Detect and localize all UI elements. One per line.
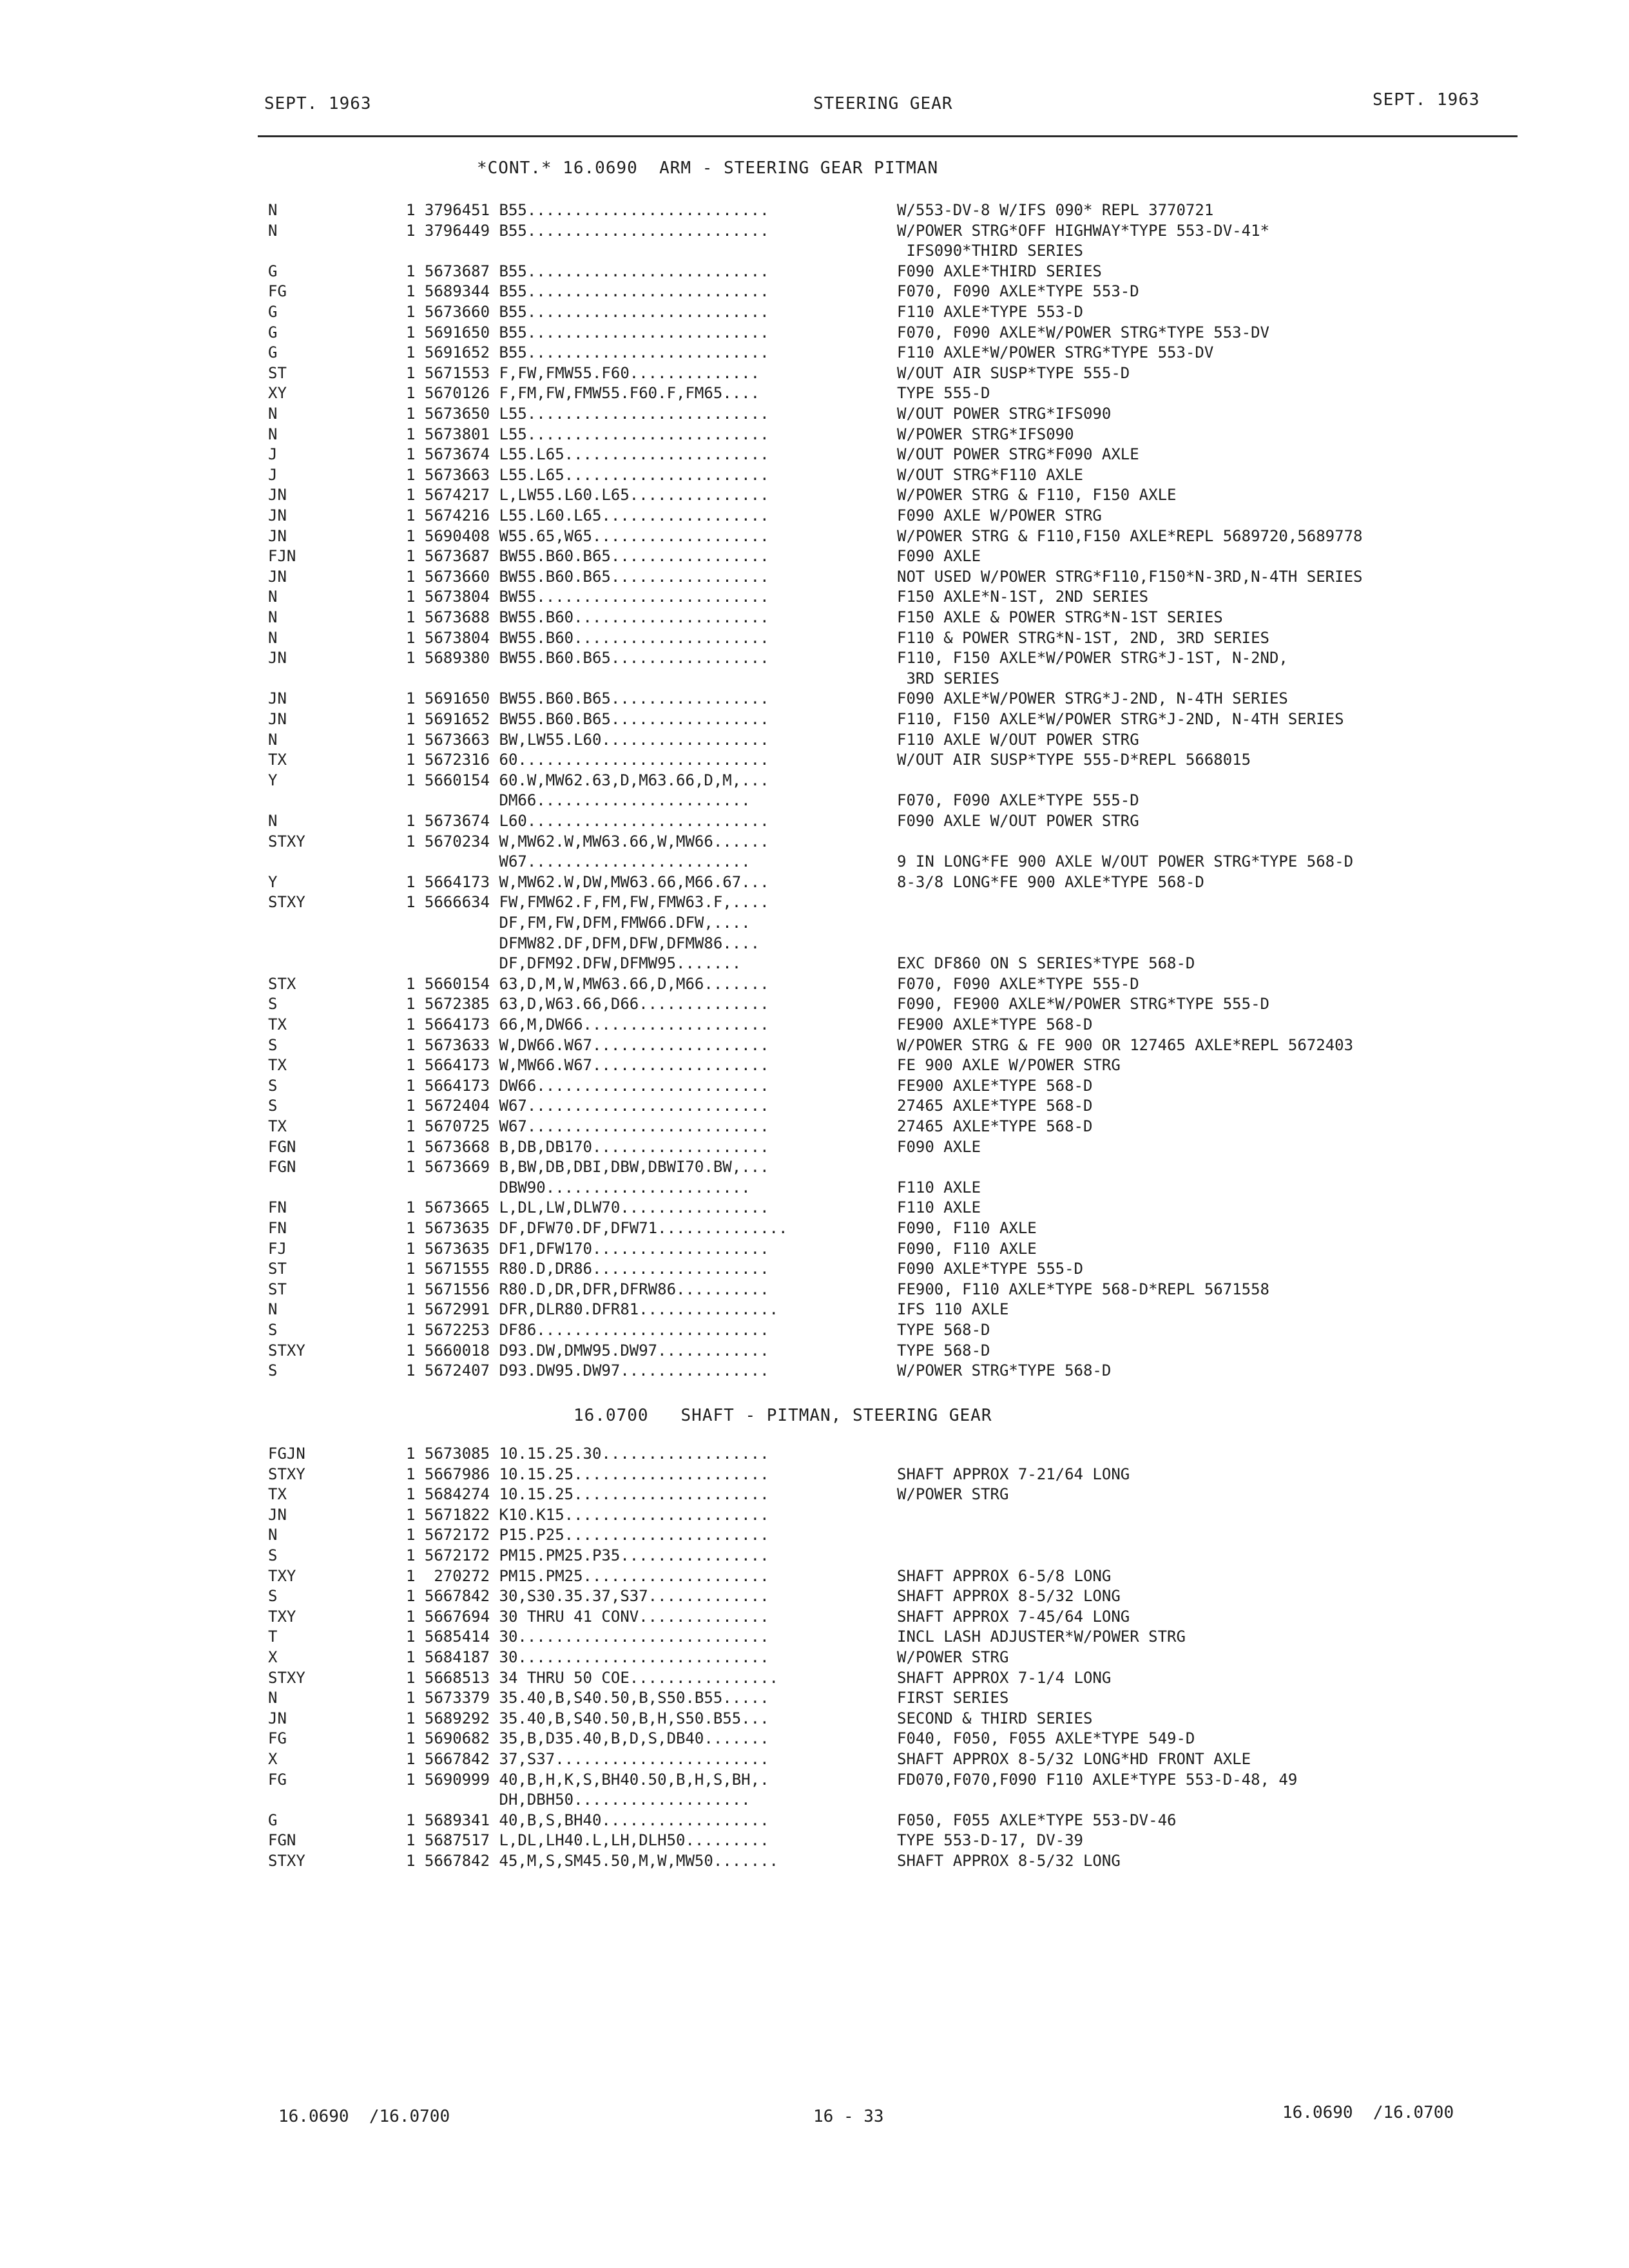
row-part-models: DF,FM,FW,DFM,FMW66.DFW,....	[406, 914, 751, 932]
row-part-models: 1 5684187 30...........................	[406, 1648, 769, 1666]
row-part-models: 1 5690682 35,B,D35.40,B,D,S,DB40.......	[406, 1729, 769, 1748]
row-description: 27465 AXLE*TYPE 568-D	[897, 1117, 1093, 1135]
row-description: F090, F110 AXLE	[897, 1219, 1037, 1237]
row-series-code: JN	[268, 486, 287, 505]
row-part-models: 1 5673804 BW55.B60.....................	[406, 628, 769, 647]
row-series-code: N	[268, 405, 278, 423]
row-description: 8-3/8 LONG*FE 900 AXLE*TYPE 568-D	[897, 872, 1204, 891]
row-part-models: 1 5673687 B55..........................	[406, 262, 769, 280]
row-part-models: 1 5673674 L55.L65......................	[406, 445, 769, 464]
row-series-code: N	[268, 1300, 278, 1319]
row-series-code: N	[268, 1526, 278, 1544]
row-description: SHAFT APPROX 8-5/32 LONG*HD FRONT AXLE	[897, 1750, 1251, 1768]
row-part-models: 1 5667842 45,M,S,SM45.50,M,W,MW50.......	[406, 1852, 778, 1870]
row-part-models: 1 5664173 W,MW66.W67...................	[406, 1056, 769, 1075]
row-description: INCL LASH ADJUSTER*W/POWER STRG	[897, 1628, 1186, 1646]
row-description: W/POWER STRG & F110, F150 AXLE	[897, 486, 1177, 505]
row-series-code: G	[268, 262, 278, 280]
row-part-models: 1 5667986 10.15.25.....................	[406, 1465, 769, 1483]
row-part-models: 1 5673801 L55..........................	[406, 425, 769, 443]
header-date-left: SEPT. 1963	[264, 94, 372, 113]
header-title: STEERING GEAR	[813, 94, 953, 113]
row-series-code: N	[268, 221, 278, 240]
row-series-code: TX	[268, 1015, 287, 1033]
row-description: W/POWER STRG*IFS090	[897, 425, 1074, 443]
row-series-code: FG	[268, 282, 287, 301]
row-part-models: 1 5673635 DF,DFW70.DF,DFW71..............	[406, 1219, 788, 1237]
row-series-code: TX	[268, 751, 287, 769]
row-description: TYPE 553-D-17, DV-39	[897, 1831, 1083, 1850]
row-series-code: FGN	[268, 1137, 296, 1156]
row-part-models: 1 5689341 40,B,S,BH40..................	[406, 1811, 769, 1829]
row-description: 27465 AXLE*TYPE 568-D	[897, 1097, 1093, 1115]
row-description: 9 IN LONG*FE 900 AXLE W/OUT POWER STRG*TYPE 568-D	[897, 852, 1354, 871]
row-description: F070, F090 AXLE*TYPE 555-D	[897, 791, 1139, 810]
row-part-models: 1 5684274 10.15.25.....................	[406, 1485, 769, 1504]
row-description: W/POWER STRG*OFF HIGHWAY*TYPE 553-DV-41*	[897, 221, 1269, 240]
row-series-code: JN	[268, 649, 287, 668]
row-description: F050, F055 AXLE*TYPE 553-DV-46	[897, 1811, 1177, 1829]
row-description: F090 AXLE	[897, 1137, 981, 1156]
row-part-models: 1 5689380 BW55.B60.B65.................	[406, 649, 769, 668]
row-part-models: 1 5672316 60...........................	[406, 751, 769, 769]
row-series-code: S	[268, 1035, 278, 1054]
footer-index-right: 16.0690 /16.0700	[1282, 2103, 1454, 2122]
row-series-code: J	[268, 465, 278, 484]
row-series-code: JN	[268, 567, 287, 586]
row-description: W/OUT POWER STRG*IFS090	[897, 405, 1112, 423]
row-description: SECOND & THIRD SERIES	[897, 1709, 1093, 1727]
row-part-models: 1 5674216 L55.L60.L65..................	[406, 506, 769, 524]
row-description: FE900 AXLE*TYPE 568-D	[897, 1076, 1093, 1095]
header-rule	[258, 135, 1518, 137]
row-description: F110 AXLE*TYPE 553-D	[897, 303, 1083, 321]
row-part-models: DH,DBH50...................	[406, 1791, 751, 1809]
row-series-code: TX	[268, 1485, 287, 1504]
row-series-code: N	[268, 201, 278, 219]
row-series-code: N	[268, 1689, 278, 1707]
row-part-models: 1 5672385 63,D,W63.66,D66..............	[406, 995, 769, 1014]
row-part-models: 1 5673663 BW,LW55.L60..................	[406, 730, 769, 749]
row-description: SHAFT APPROX 7-21/64 LONG	[897, 1465, 1130, 1483]
row-part-models: 1 5671822 K10.K15......................	[406, 1505, 769, 1524]
row-part-models: 1 5673660 B55..........................	[406, 303, 769, 321]
row-series-code: G	[268, 1811, 278, 1829]
row-description: W/POWER STRG & FE 900 OR 127465 AXLE*REPL 5672403	[897, 1035, 1354, 1054]
row-series-code: FG	[268, 1770, 287, 1789]
row-part-models: 1 5660018 D93.DW,DMW95.DW97............	[406, 1341, 769, 1360]
row-series-code: STXY	[268, 1852, 305, 1870]
row-series-code: TX	[268, 1117, 287, 1135]
row-description: W/POWER STRG*TYPE 568-D	[897, 1361, 1112, 1380]
row-series-code: JN	[268, 526, 287, 545]
row-series-code: FJN	[268, 547, 296, 566]
row-description: SHAFT APPROX 7-45/64 LONG	[897, 1607, 1130, 1626]
row-part-models: 1 5664173 66,M,DW66....................	[406, 1015, 769, 1033]
row-part-models: 1 5673633 W,DW66.W67...................	[406, 1035, 769, 1054]
row-description: IFS090*THIRD SERIES	[897, 242, 1083, 260]
row-series-code: FGN	[268, 1158, 296, 1177]
row-part-models: 1 3796449 B55..........................	[406, 221, 769, 240]
row-part-models: 1 5672172 PM15.PM25.P35................	[406, 1546, 769, 1564]
row-part-models: 1 5691652 B55..........................	[406, 343, 769, 362]
row-description: W/POWER STRG	[897, 1485, 1009, 1504]
row-description: F070, F090 AXLE*TYPE 553-D	[897, 282, 1139, 301]
row-description: FE900 AXLE*TYPE 568-D	[897, 1015, 1093, 1033]
row-series-code: G	[268, 303, 278, 321]
row-description: F110 AXLE	[897, 1198, 981, 1217]
row-series-code: TXY	[268, 1607, 296, 1626]
row-series-code: STXY	[268, 1341, 305, 1360]
row-part-models: 1 5691650 BW55.B60.B65.................	[406, 689, 769, 708]
row-part-models: 1 5671556 R80.D,DR,DFR,DFRW86..........	[406, 1280, 769, 1298]
row-series-code: Y	[268, 771, 278, 789]
row-description: F040, F050, F055 AXLE*TYPE 549-D	[897, 1729, 1195, 1748]
row-series-code: FG	[268, 1729, 287, 1748]
row-description: TYPE 568-D	[897, 1341, 990, 1360]
row-part-models: 1 5664173 W,MW62.W,DW,MW63.66,M66.67...	[406, 872, 769, 891]
row-part-models: 1 5668513 34 THRU 50 COE................	[406, 1668, 778, 1687]
row-description: F090 AXLE*THIRD SERIES	[897, 262, 1102, 280]
row-part-models: DF,DFM92.DFW,DFMW95.......	[406, 954, 742, 973]
row-description: SHAFT APPROX 8-5/32 LONG	[897, 1852, 1121, 1870]
row-part-models: 1 5673650 L55..........................	[406, 405, 769, 423]
row-description: F150 AXLE*N-1ST, 2ND SERIES	[897, 588, 1149, 606]
row-part-models: W67........................	[406, 852, 751, 871]
row-series-code: FGJN	[268, 1445, 305, 1463]
row-part-models: 1 5671553 F,FW,FMW55.F60..............	[406, 363, 760, 382]
row-part-models: 1 5673804 BW55.........................	[406, 588, 769, 606]
row-part-models: 1 5660154 60.W,MW62.63,D,M63.66,D,M,...	[406, 771, 769, 789]
row-description: W/553-DV-8 W/IFS 090* REPL 3770721	[897, 201, 1214, 219]
row-part-models: 1 5670234 W,MW62.W,MW63.66,W,MW66......	[406, 832, 769, 850]
row-series-code: J	[268, 445, 278, 464]
row-description: F110, F150 AXLE*W/POWER STRG*J-2ND, N-4TH SERIES	[897, 710, 1344, 728]
row-part-models: 1 5672991 DFR,DLR80.DFR81...............	[406, 1300, 778, 1319]
row-series-code: TXY	[268, 1566, 296, 1585]
row-series-code: STXY	[268, 832, 305, 850]
row-series-code: JN	[268, 1709, 287, 1727]
row-part-models: 1 5673663 L55.L65......................	[406, 465, 769, 484]
section-title: *CONT.* 16.0690 ARM - STEERING GEAR PITMAN	[477, 159, 939, 178]
row-series-code: N	[268, 628, 278, 647]
row-part-models: 1 3796451 B55..........................	[406, 201, 769, 219]
row-part-models: 1 5670126 F,FM,FW,FMW55.F60.F,FM65....	[406, 384, 760, 403]
row-description: F090 AXLE*W/POWER STRG*J-2ND, N-4TH SERIES	[897, 689, 1288, 708]
row-part-models: 1 5660154 63,D,M,W,MW63.66,D,M66.......	[406, 974, 769, 993]
row-part-models: 1 5673688 BW55.B60.....................	[406, 608, 769, 626]
row-description: F110 AXLE*W/POWER STRG*TYPE 553-DV	[897, 343, 1214, 362]
row-description: F090 AXLE W/OUT POWER STRG	[897, 812, 1139, 830]
row-series-code: JN	[268, 1505, 287, 1524]
row-series-code: S	[268, 1587, 278, 1606]
row-series-code: S	[268, 1546, 278, 1564]
row-series-code: JN	[268, 689, 287, 708]
row-description: FE 900 AXLE W/POWER STRG	[897, 1056, 1121, 1075]
row-part-models: DM66.......................	[406, 791, 751, 810]
row-description: F150 AXLE & POWER STRG*N-1ST SERIES	[897, 608, 1223, 626]
row-description: F090, FE900 AXLE*W/POWER STRG*TYPE 555-D	[897, 995, 1269, 1014]
row-series-code: X	[268, 1648, 278, 1666]
row-description: F090 AXLE*TYPE 555-D	[897, 1260, 1083, 1278]
row-description: F090, F110 AXLE	[897, 1239, 1037, 1258]
row-series-code: JN	[268, 506, 287, 524]
row-series-code: JN	[268, 710, 287, 728]
row-description: TYPE 568-D	[897, 1321, 990, 1339]
row-part-models: 1 5664173 DW66.........................	[406, 1076, 769, 1095]
row-part-models: 1 5666634 FW,FMW62.F,FM,FW,FMW63.F,....	[406, 893, 769, 912]
row-part-models: 1 5674217 L,LW55.L60.L65...............	[406, 486, 769, 505]
row-series-code: N	[268, 608, 278, 626]
row-part-models: 1 5673635 DF1,DFW170...................	[406, 1239, 769, 1258]
row-series-code: STX	[268, 974, 296, 993]
row-description: F110 & POWER STRG*N-1ST, 2ND, 3RD SERIES	[897, 628, 1269, 647]
row-part-models: 1 5673085 10.15.25.30..................	[406, 1445, 769, 1463]
row-part-models: 1 5685414 30...........................	[406, 1628, 769, 1646]
row-series-code: T	[268, 1628, 278, 1646]
row-part-models: 1 5672404 W67..........................	[406, 1097, 769, 1115]
row-series-code: N	[268, 730, 278, 749]
row-series-code: Y	[268, 872, 278, 891]
row-part-models: 1 5667842 30,S30.35.37,S37.............	[406, 1587, 769, 1606]
row-part-models: 1 5673687 BW55.B60.B65.................	[406, 547, 769, 566]
row-description: FD070,F070,F090 F110 AXLE*TYPE 553-D-48, 49	[897, 1770, 1298, 1789]
footer-page-number: 16 - 33	[813, 2107, 884, 2126]
row-part-models: 1 5672172 P15.P25......................	[406, 1526, 769, 1544]
row-series-code: ST	[268, 363, 287, 382]
row-series-code: FN	[268, 1198, 287, 1217]
row-part-models: 1 5687517 L,DL,LH40.L,LH,DLH50.........	[406, 1831, 769, 1850]
row-series-code: TX	[268, 1056, 287, 1075]
row-description: F110 AXLE W/OUT POWER STRG	[897, 730, 1139, 749]
row-series-code: S	[268, 1361, 278, 1380]
row-series-code: G	[268, 343, 278, 362]
row-part-models: DBW90......................	[406, 1178, 751, 1196]
row-part-models: 1 5671555 R80.D,DR86...................	[406, 1260, 769, 1278]
row-part-models: 1 5667694 30 THRU 41 CONV..............	[406, 1607, 769, 1626]
row-series-code: FN	[268, 1219, 287, 1237]
row-part-models: 1 5691650 B55..........................	[406, 323, 769, 341]
row-series-code: N	[268, 425, 278, 443]
row-series-code: FGN	[268, 1831, 296, 1850]
row-description: SHAFT APPROX 8-5/32 LONG	[897, 1587, 1121, 1606]
row-part-models: 1 5691652 BW55.B60.B65.................	[406, 710, 769, 728]
row-series-code: N	[268, 812, 278, 830]
row-series-code: G	[268, 323, 278, 341]
row-part-models: 1 5689344 B55..........................	[406, 282, 769, 301]
row-series-code: XY	[268, 384, 287, 403]
row-description: EXC DF860 ON S SERIES*TYPE 568-D	[897, 954, 1195, 973]
footer-index-left: 16.0690 /16.0700	[278, 2107, 450, 2126]
row-series-code: STXY	[268, 893, 305, 912]
row-series-code: X	[268, 1750, 278, 1768]
row-part-models: 1 5690999 40,B,H,K,S,BH40.50,B,H,S,BH,.	[406, 1770, 769, 1789]
row-part-models: 1 5690408 W55.65,W65...................	[406, 526, 769, 545]
row-description: W/OUT AIR SUSP*TYPE 555-D*REPL 5668015	[897, 751, 1251, 769]
row-description: NOT USED W/POWER STRG*F110,F150*N-3RD,N-4TH SERIES	[897, 567, 1363, 586]
row-part-models: 1 5673660 BW55.B60.B65.................	[406, 567, 769, 586]
row-description: F110 AXLE	[897, 1178, 981, 1196]
header-date-right: SEPT. 1963	[1373, 90, 1480, 110]
row-part-models: 1 5672253 DF86.........................	[406, 1321, 769, 1339]
row-part-models: 1 5667842 37,S37.......................	[406, 1750, 769, 1768]
row-series-code: STXY	[268, 1668, 305, 1687]
row-part-models: 1 5672407 D93.DW95.DW97................	[406, 1361, 769, 1380]
row-part-models: 1 5673674 L60..........................	[406, 812, 769, 830]
row-series-code: ST	[268, 1280, 287, 1298]
row-part-models: 1 5670725 W67..........................	[406, 1117, 769, 1135]
row-series-code: FJ	[268, 1239, 287, 1258]
row-description: F070, F090 AXLE*W/POWER STRG*TYPE 553-DV	[897, 323, 1269, 341]
row-part-models: DFMW82.DF,DFM,DFW,DFMW86....	[406, 934, 760, 952]
row-series-code: S	[268, 1097, 278, 1115]
row-series-code: S	[268, 1321, 278, 1339]
row-description: W/OUT AIR SUSP*TYPE 555-D	[897, 363, 1130, 382]
row-part-models: 1 5673669 B,BW,DB,DBI,DBW,DBWI70.BW,...	[406, 1158, 769, 1177]
row-description: 3RD SERIES	[897, 669, 999, 687]
row-description: W/POWER STRG & F110,F150 AXLE*REPL 5689720,5689778	[897, 526, 1363, 545]
row-series-code: ST	[268, 1260, 287, 1278]
row-series-code: STXY	[268, 1465, 305, 1483]
row-description: FIRST SERIES	[897, 1689, 1009, 1707]
row-description: F110, F150 AXLE*W/POWER STRG*J-1ST, N-2ND,	[897, 649, 1288, 668]
row-description: IFS 110 AXLE	[897, 1300, 1009, 1319]
row-description: SHAFT APPROX 6-5/8 LONG	[897, 1566, 1112, 1585]
row-part-models: 1 5689292 35.40,B,S40.50,B,H,S50.B55...	[406, 1709, 769, 1727]
row-part-models: 1 5673379 35.40,B,S40.50,B,S50.B55.....	[406, 1689, 769, 1707]
row-description: SHAFT APPROX 7-1/4 LONG	[897, 1668, 1112, 1687]
row-description: W/POWER STRG	[897, 1648, 1009, 1666]
row-description: F090 AXLE	[897, 547, 981, 566]
row-series-code: S	[268, 995, 278, 1014]
row-description: W/OUT POWER STRG*F090 AXLE	[897, 445, 1139, 464]
section-title: 16.0700 SHAFT - PITMAN, STEERING GEAR	[574, 1406, 992, 1425]
row-series-code: N	[268, 588, 278, 606]
row-description: F070, F090 AXLE*TYPE 555-D	[897, 974, 1139, 993]
row-part-models: 1 270272 PM15.PM25....................	[406, 1566, 769, 1585]
row-part-models: 1 5673668 B,DB,DB170...................	[406, 1137, 769, 1156]
row-description: F090 AXLE W/POWER STRG	[897, 506, 1102, 524]
row-series-code: S	[268, 1076, 278, 1095]
row-description: W/OUT STRG*F110 AXLE	[897, 465, 1083, 484]
row-description: TYPE 555-D	[897, 384, 990, 403]
row-part-models: 1 5673665 L,DL,LW,DLW70................	[406, 1198, 769, 1217]
row-description: FE900, F110 AXLE*TYPE 568-D*REPL 5671558	[897, 1280, 1269, 1298]
